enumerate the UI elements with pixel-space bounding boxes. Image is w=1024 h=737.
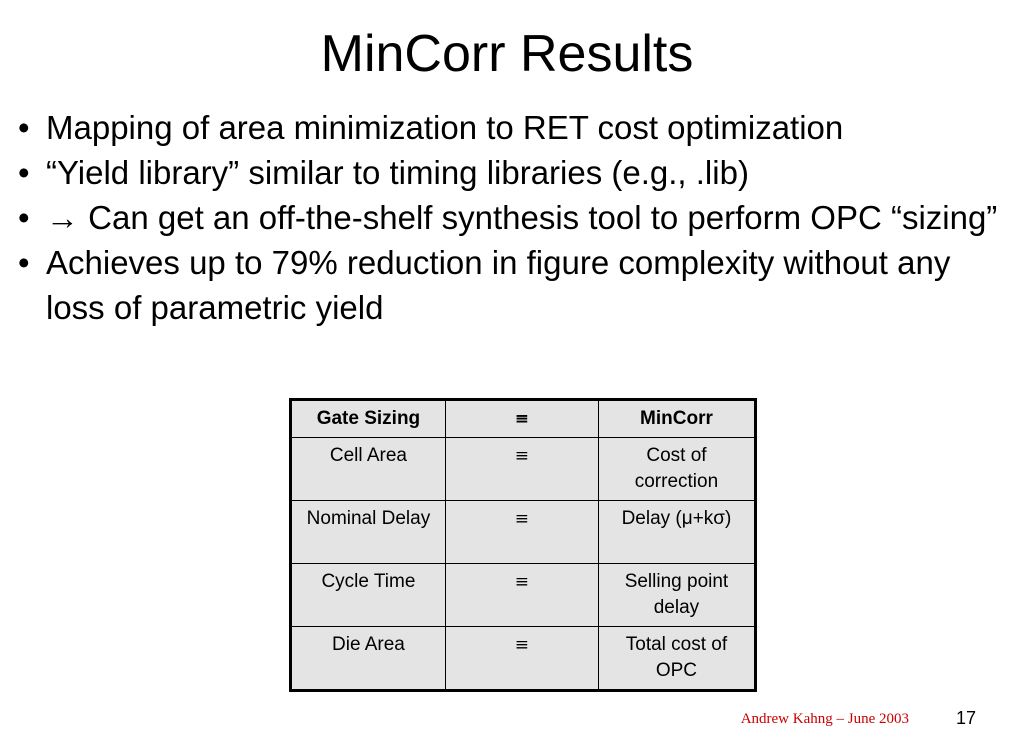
table-header-row: [291, 400, 756, 438]
bullet-text: Can get an off-the-shelf synthesis tool to perform OPC “sizing”: [88, 199, 998, 236]
bullet-text: Mapping of area minimization to RET cost optimization: [46, 109, 844, 146]
table-cell-mincorr: Selling point delay: [598, 564, 755, 627]
bullet-item: [18, 240, 1008, 330]
comparison-table: [289, 398, 757, 692]
table-cell-equivalence: ≡: [445, 627, 598, 691]
table-row: [291, 627, 756, 691]
slide-title: MinCorr Results: [320, 25, 694, 83]
table-cell-equivalence: ≡: [445, 501, 598, 564]
table-cell-equivalence: ≡: [445, 564, 598, 627]
page-number: 17: [956, 708, 977, 728]
table-cell-gate-sizing: Cycle Time: [291, 564, 446, 627]
table-cell-equivalence: ≡: [445, 438, 598, 501]
table-row: [291, 564, 756, 627]
bullet-item: [18, 105, 1008, 150]
table-cell-mincorr: Total cost of OPC: [598, 627, 755, 691]
table-row: [291, 438, 756, 501]
bullet-marker: •: [18, 199, 30, 236]
table-cell-mincorr: Cost of correction: [598, 438, 755, 501]
table-row: [291, 501, 756, 564]
table-cell-mincorr: Delay (μ+kσ): [598, 501, 755, 564]
footer-author: Andrew Kahng – June 2003: [740, 711, 909, 727]
bullet-item: [18, 195, 1008, 240]
table-cell-gate-sizing: Cell Area: [291, 438, 446, 501]
bullet-marker: •: [18, 154, 30, 191]
bullet-item: [18, 150, 1008, 195]
bullet-text: “Yield library” similar to timing libraries (e.g., .lib): [46, 154, 749, 191]
bullet-list: [18, 105, 1008, 330]
table-cell-gate-sizing: Die Area: [291, 627, 446, 691]
bullet-marker: •: [18, 244, 30, 281]
header-equivalence-symbol: ≡: [445, 400, 598, 438]
right-arrow-icon: →: [46, 199, 79, 236]
bullet-marker: •: [18, 109, 30, 146]
table-cell-gate-sizing: Nominal Delay: [291, 501, 446, 564]
header-mincorr: MinCorr: [598, 400, 755, 438]
bullet-text: Achieves up to 79% reduction in figure complexity without any loss of parametric yield: [46, 244, 951, 326]
header-gate-sizing: Gate Sizing: [291, 400, 446, 438]
